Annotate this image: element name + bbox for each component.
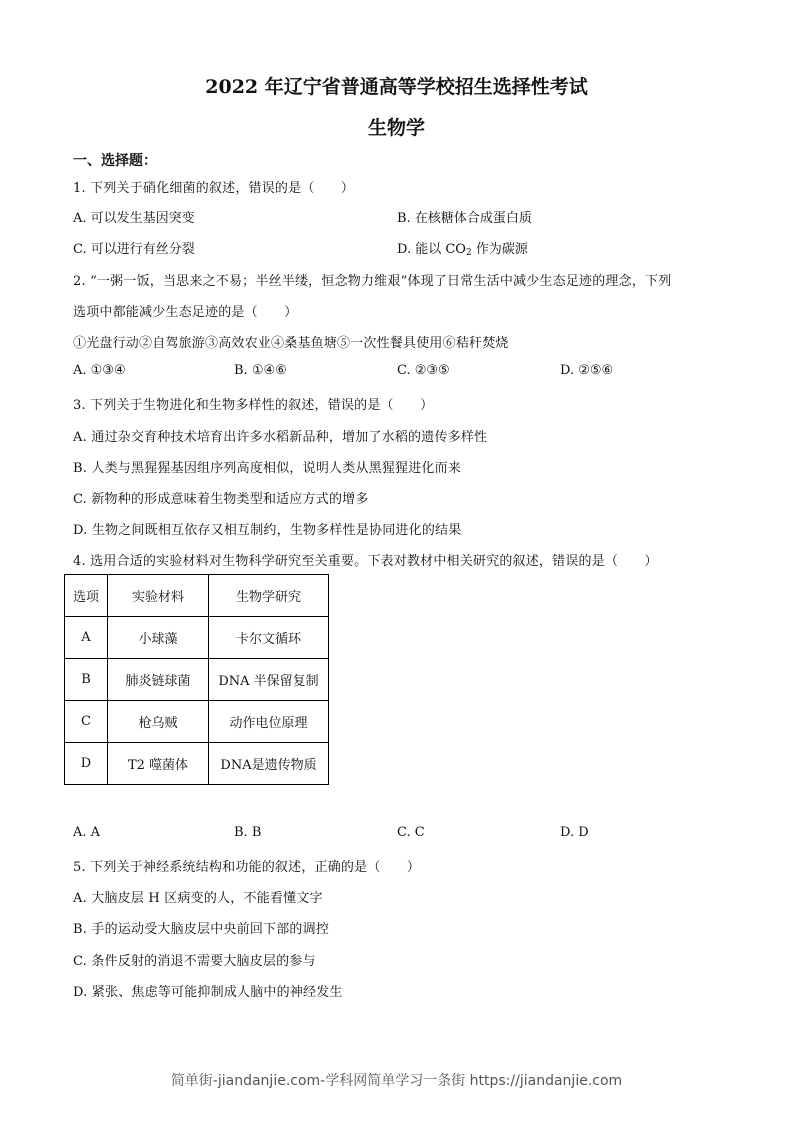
q5-option-a: A. 大脑皮层 H 区病变的人，不能看懂文字 (73, 891, 323, 906)
table-cell: 动作电位原理 (209, 701, 329, 743)
q3-option-c: C. 新物种的形成意味着生物类型和适应方式的增多 (73, 492, 369, 507)
table-row (65, 617, 329, 659)
table-header-cell: 实验材料 (108, 575, 209, 617)
q3-option-d: D. 生物之间既相互依存又相互制约，生物多样性是协同进化的结果 (73, 523, 462, 538)
q3-option-b: B. 人类与黑猩猩基因组序列高度相似，说明人类从黑猩猩进化而来 (73, 461, 462, 476)
table-cell: DNA 半保留复制 (209, 659, 329, 701)
q4-stem: 4. 选用合适的实验材料对生物科学研究至关重要。下表对教材中相关研究的叙述，错误的是（ ） (73, 554, 658, 569)
q2-option-a: A. ①③④ (73, 363, 126, 378)
q5-stem: 5. 下列关于神经系统结构和功能的叙述，正确的是（ ） (73, 860, 421, 875)
q2-stem-line1: 2. “一粥一饭，当思来之不易；半丝半缕，恒念物力维艰”体现了日常生活中减少生态足迹的理念，下列 (73, 274, 672, 289)
q5-option-c: C. 条件反射的消退不需要大脑皮层的参与 (73, 954, 316, 969)
q3-option-a: A. 通过杂交育种技术培育出许多水稻新品种，增加了水稻的遗传多样性 (73, 430, 488, 445)
q3-stem: 3. 下列关于生物进化和生物多样性的叙述，错误的是（ ） (73, 398, 434, 413)
table-cell: D (65, 743, 108, 785)
q1-option-d-pre: D. 能以 CO (397, 242, 466, 257)
table-cell: 小球藻 (108, 617, 209, 659)
q2-option-c: C. ②③⑤ (397, 363, 450, 378)
q1-option-b: B. 在核糖体合成蛋白质 (397, 211, 532, 226)
q1-option-d (397, 238, 528, 258)
q1-option-d-post: 作为碳源 (471, 242, 528, 257)
table-cell: T2 噬菌体 (108, 743, 209, 785)
table-row (65, 659, 329, 701)
q1-option-c: C. 可以进行有丝分裂 (73, 242, 195, 257)
q5-option-b: B. 手的运动受大脑皮层中央前回下部的调控 (73, 922, 330, 937)
table-cell: 卡尔文循环 (209, 617, 329, 659)
table-row (65, 743, 329, 785)
table-cell: C (65, 701, 108, 743)
footer-link[interactable]: 简单街-jiandanjie.com-学科网简单学习一条街 https://jiandanjie.com (170, 1073, 623, 1089)
q4-option-a: A. A (73, 825, 101, 840)
section-heading: 一、选择题： (73, 153, 157, 169)
table-cell: A (65, 617, 108, 659)
exam-title: 2022 年辽宁省普通高等学校招生选择性考试 (205, 76, 588, 98)
q2-option-d: D. ②⑤⑥ (560, 363, 614, 378)
q1-option-a: A. 可以发生基因突变 (73, 211, 195, 226)
table-header-cell: 选项 (65, 575, 108, 617)
table-cell: 肺炎链球菌 (108, 659, 209, 701)
q1-option-d-sub: 2 (465, 248, 472, 258)
table-cell: 枪乌贼 (108, 701, 209, 743)
q4-option-d: D. D (560, 825, 589, 840)
q2-option-b: B. ①④⑥ (234, 363, 287, 378)
q4-option-c: C. C (397, 825, 425, 840)
subject-title: 生物学 (367, 117, 425, 139)
q5-option-d: D. 紧张、焦虑等可能抑制成人脑中的神经发生 (73, 985, 343, 1000)
q2-items: ①光盘行动②自驾旅游③高效农业④桑基鱼塘⑤一次性餐具使用⑥秸秆焚烧 (73, 336, 509, 351)
table-cell: DNA是遗传物质 (209, 743, 329, 785)
table-header-row (65, 575, 329, 617)
q2-stem-line2: 选项中都能减少生态足迹的是（ ） (73, 305, 298, 320)
table-row (65, 701, 329, 743)
q4-table (64, 574, 329, 785)
q1-stem: 1. 下列关于硝化细菌的叙述，错误的是（ ） (73, 181, 355, 196)
table-header-cell: 生物学研究 (209, 575, 329, 617)
table-cell: B (65, 659, 108, 701)
q4-option-b: B. B (234, 825, 262, 840)
